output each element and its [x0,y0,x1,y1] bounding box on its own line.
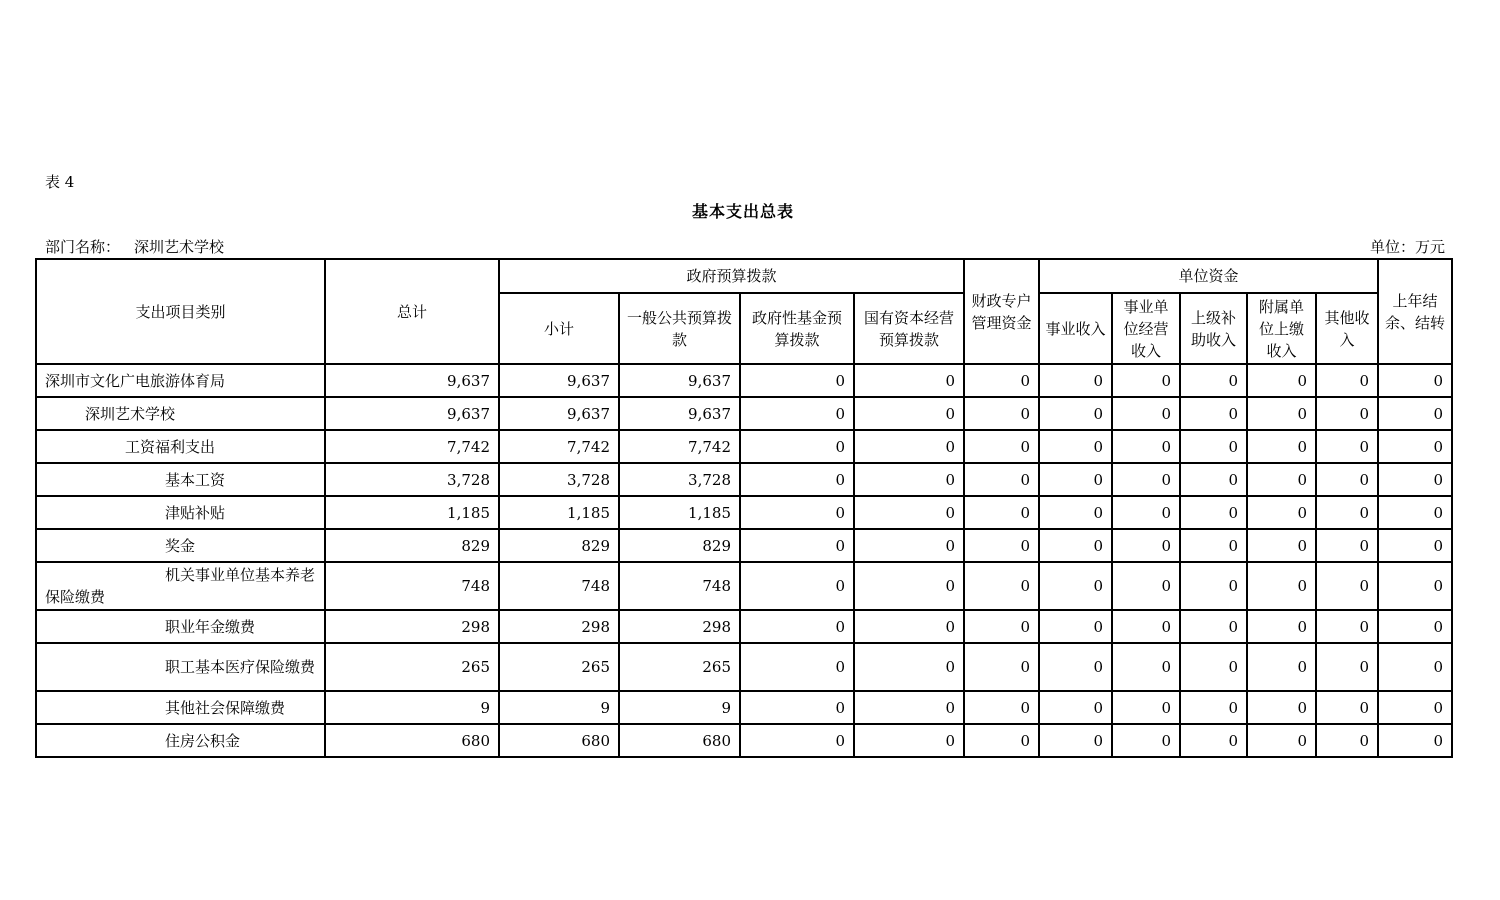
row-value-cell: 0 [854,529,964,562]
header-subtotal: 小计 [499,293,619,364]
row-value-cell: 0 [854,364,964,397]
row-value-cell: 265 [499,643,619,691]
row-value-cell: 7,742 [619,430,740,463]
row-value-cell: 0 [964,643,1039,691]
row-value-cell: 1,185 [325,496,499,529]
row-value-cell: 9,637 [619,397,740,430]
header-gov-fund: 政府性基金预算拨款 [740,293,854,364]
row-value-cell: 0 [1112,691,1180,724]
row-value-cell: 298 [619,610,740,643]
row-value-cell: 0 [1378,364,1452,397]
row-value-cell: 0 [1378,724,1452,757]
row-value-cell: 0 [740,691,854,724]
row-value-cell: 0 [854,496,964,529]
row-value-cell: 0 [964,463,1039,496]
table-row [36,724,1452,757]
row-value-cell: 0 [1039,529,1112,562]
row-value-cell: 0 [1112,364,1180,397]
row-value-cell: 0 [1112,643,1180,691]
row-category: 基本工资 [36,463,325,496]
row-value-cell: 0 [740,496,854,529]
header-business-unit-operating: 事业单位经营收入 [1112,293,1180,364]
row-value-cell: 0 [1180,643,1247,691]
row-value-cell: 0 [1378,529,1452,562]
row-value-cell: 0 [1039,364,1112,397]
row-value-cell: 265 [325,643,499,691]
row-value-cell: 0 [854,397,964,430]
row-value-cell: 748 [499,562,619,610]
row-value-cell: 0 [1247,397,1316,430]
row-value-cell: 0 [1378,643,1452,691]
row-category: 深圳艺术学校 [36,397,325,430]
row-value-cell: 0 [740,430,854,463]
row-value-cell: 0 [1039,724,1112,757]
row-value-cell: 0 [1039,496,1112,529]
row-category: 住房公积金 [36,724,325,757]
row-value-cell: 0 [1180,496,1247,529]
row-value-cell: 0 [1378,397,1452,430]
header-superior-subsidy: 上级补助收入 [1180,293,1247,364]
row-value-cell: 0 [740,724,854,757]
row-value-cell: 0 [1316,610,1378,643]
row-category: 机关事业单位基本养老保险缴费 [36,562,325,610]
row-value-cell: 0 [1180,529,1247,562]
row-value-cell: 0 [1112,463,1180,496]
row-value-cell: 0 [1378,430,1452,463]
row-value-cell: 0 [964,691,1039,724]
table-row [36,430,1452,463]
row-category: 职业年金缴费 [36,610,325,643]
row-value-cell: 0 [1247,724,1316,757]
row-value-cell: 9,637 [499,364,619,397]
row-value-cell: 265 [619,643,740,691]
row-value-cell: 0 [1112,529,1180,562]
header-unit-funds-group: 单位资金 [1039,259,1378,293]
table-row [36,562,1452,610]
row-value-cell: 0 [740,643,854,691]
table-body [36,364,1452,757]
header-general-public: 一般公共预算拨款 [619,293,740,364]
row-value-cell: 0 [964,724,1039,757]
row-value-cell: 9,637 [325,397,499,430]
header-fiscal-special: 财政专户管理资金 [964,259,1039,364]
row-value-cell: 0 [1316,562,1378,610]
row-value-cell: 0 [964,364,1039,397]
row-value-cell: 0 [1247,430,1316,463]
row-value-cell: 0 [1112,724,1180,757]
row-value-cell: 0 [740,529,854,562]
header-business-income: 事业收入 [1039,293,1112,364]
row-value-cell: 0 [1112,397,1180,430]
row-value-cell: 0 [1039,643,1112,691]
row-value-cell: 0 [964,610,1039,643]
row-value-cell: 0 [854,643,964,691]
row-value-cell: 0 [1247,562,1316,610]
header-affiliated-remit: 附属单位上缴收入 [1247,293,1316,364]
header-total: 总计 [325,259,499,364]
row-value-cell: 9 [619,691,740,724]
row-value-cell: 0 [1180,364,1247,397]
row-value-cell: 298 [325,610,499,643]
header-category: 支出项目类别 [36,259,325,364]
row-value-cell: 0 [1378,691,1452,724]
row-value-cell: 3,728 [325,463,499,496]
row-value-cell: 0 [1112,430,1180,463]
row-value-cell: 0 [1378,496,1452,529]
row-value-cell: 0 [1378,610,1452,643]
row-value-cell: 0 [1316,529,1378,562]
row-value-cell: 0 [1039,610,1112,643]
table-row [36,610,1452,643]
header-gov-budget-group: 政府预算拨款 [499,259,964,293]
row-value-cell: 0 [964,562,1039,610]
row-value-cell: 0 [740,364,854,397]
row-value-cell: 0 [1180,691,1247,724]
row-value-cell: 0 [1039,691,1112,724]
row-value-cell: 1,185 [619,496,740,529]
row-value-cell: 0 [1316,397,1378,430]
row-value-cell: 7,742 [325,430,499,463]
row-value-cell: 9 [325,691,499,724]
row-value-cell: 0 [1247,364,1316,397]
row-value-cell: 0 [1039,562,1112,610]
row-value-cell: 0 [740,562,854,610]
row-value-cell: 829 [325,529,499,562]
row-value-cell: 0 [1180,724,1247,757]
row-value-cell: 0 [1039,463,1112,496]
row-value-cell: 0 [1112,496,1180,529]
row-value-cell: 0 [964,496,1039,529]
row-value-cell: 0 [1316,430,1378,463]
table-row [36,463,1452,496]
row-value-cell: 0 [854,562,964,610]
unit-label: 单位：万元 [1369,238,1445,256]
table-row [36,364,1452,397]
row-value-cell: 0 [1247,610,1316,643]
row-value-cell: 680 [619,724,740,757]
header-row-1 [36,259,1452,293]
row-value-cell: 0 [1180,430,1247,463]
row-value-cell: 0 [1180,562,1247,610]
row-value-cell: 0 [1247,496,1316,529]
table-row [36,397,1452,430]
row-value-cell: 3,728 [499,463,619,496]
row-value-cell: 9,637 [499,397,619,430]
row-value-cell: 0 [1316,643,1378,691]
row-value-cell: 0 [1316,691,1378,724]
row-value-cell: 9,637 [619,364,740,397]
header-other-income: 其他收入 [1316,293,1378,364]
row-value-cell: 0 [1247,643,1316,691]
row-value-cell: 0 [740,397,854,430]
table-row [36,691,1452,724]
department-label: 部门名称： [45,238,121,256]
row-value-cell: 0 [740,463,854,496]
row-value-cell: 0 [1247,529,1316,562]
row-value-cell: 0 [854,724,964,757]
row-category: 津贴补贴 [36,496,325,529]
row-value-cell: 0 [1039,430,1112,463]
row-value-cell: 0 [964,430,1039,463]
row-value-cell: 0 [854,430,964,463]
row-value-cell: 0 [1039,397,1112,430]
row-value-cell: 0 [1378,463,1452,496]
document-title: 基本支出总表 [691,202,794,221]
row-value-cell: 0 [1316,496,1378,529]
row-value-cell: 748 [325,562,499,610]
row-value-cell: 748 [619,562,740,610]
table-row [36,496,1452,529]
department-info [45,236,224,257]
row-value-cell: 829 [619,529,740,562]
row-value-cell: 0 [964,529,1039,562]
row-value-cell: 0 [1112,610,1180,643]
expenditure-table [35,258,1453,758]
row-value-cell: 0 [1316,364,1378,397]
row-value-cell: 7,742 [499,430,619,463]
row-value-cell: 0 [1180,610,1247,643]
row-value-cell: 0 [854,610,964,643]
row-category: 奖金 [36,529,325,562]
row-value-cell: 0 [1378,562,1452,610]
header-carryover: 上年结余、结转 [1378,259,1452,364]
row-value-cell: 298 [499,610,619,643]
row-value-cell: 0 [964,397,1039,430]
row-value-cell: 0 [1247,691,1316,724]
row-value-cell: 0 [1316,724,1378,757]
row-value-cell: 0 [854,463,964,496]
row-value-cell: 9,637 [325,364,499,397]
department-name: 深圳艺术学校 [134,238,225,256]
table-row [36,529,1452,562]
row-value-cell: 0 [854,691,964,724]
row-value-cell: 3,728 [619,463,740,496]
row-value-cell: 680 [499,724,619,757]
row-value-cell: 1,185 [499,496,619,529]
row-value-cell: 0 [1316,463,1378,496]
row-value-cell: 0 [1247,463,1316,496]
row-value-cell: 0 [1112,562,1180,610]
table-row [36,643,1452,691]
row-value-cell: 0 [1180,397,1247,430]
row-category: 职工基本医疗保险缴费 [36,643,325,691]
row-category: 工资福利支出 [36,430,325,463]
row-value-cell: 0 [740,610,854,643]
row-value-cell: 0 [1180,463,1247,496]
header-state-capital: 国有资本经营预算拨款 [854,293,964,364]
row-category: 深圳市文化广电旅游体育局 [36,364,325,397]
row-category: 其他社会保障缴费 [36,691,325,724]
row-value-cell: 829 [499,529,619,562]
table-number: 表 4 [45,173,75,191]
row-value-cell: 9 [499,691,619,724]
row-value-cell: 680 [325,724,499,757]
